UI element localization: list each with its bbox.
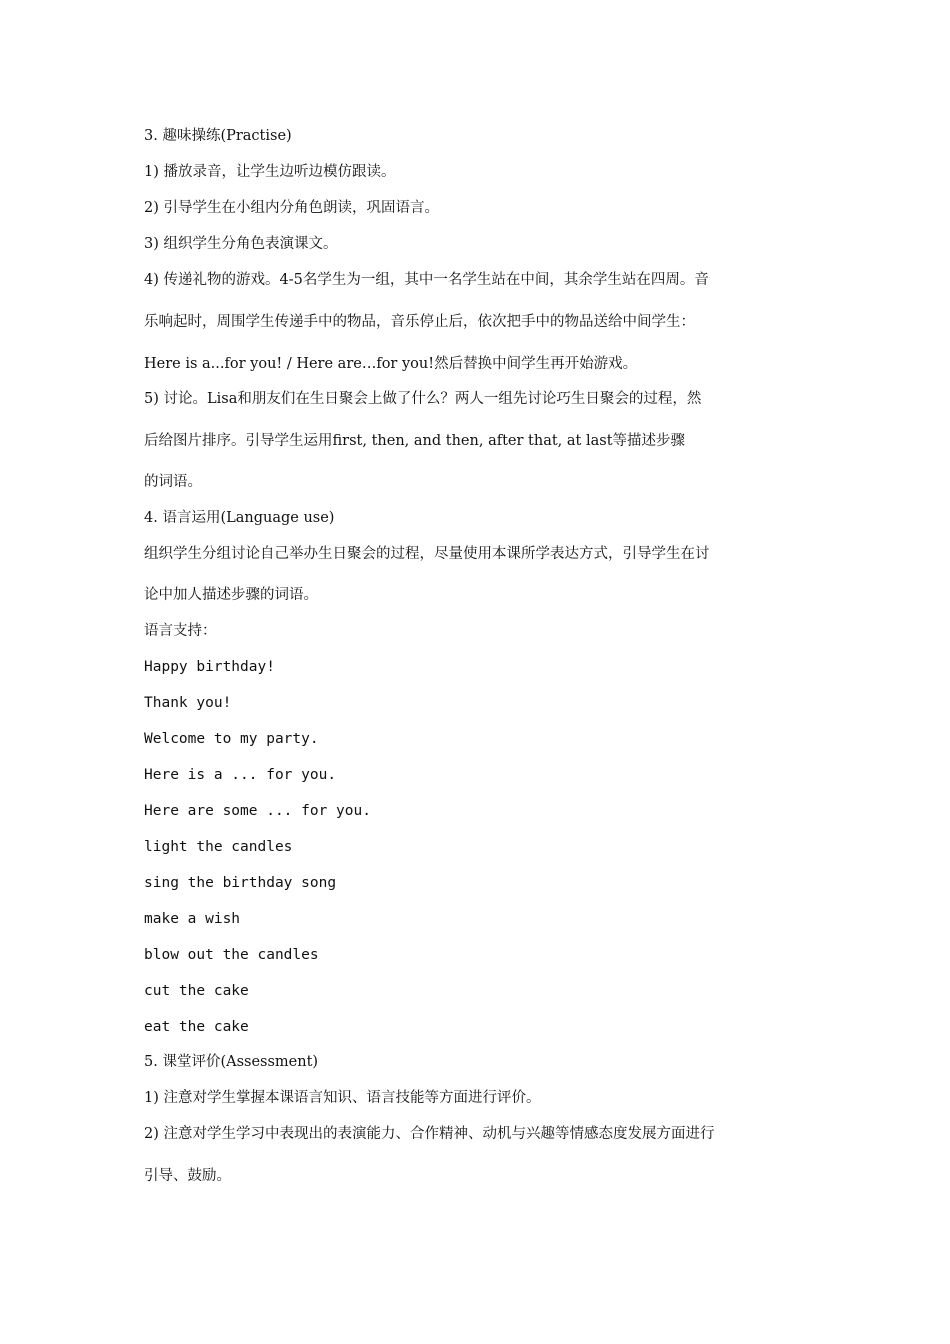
- section-4-paragraph-line-1: 组织学生分组讨论自己举办生日聚会的过程，尽量使用本课所学表达方式，引导学生在讨: [144, 546, 710, 562]
- section-3-item-4-line-2: 乐响起时，周围学生传递手中的物品，音乐停止后，依次把手中的物品送给中间学生：: [144, 314, 695, 330]
- phrase-item: eat the cake: [144, 1019, 249, 1035]
- phrase-item: Here are some ... for you.: [144, 803, 371, 819]
- phrase-item: Thank you!: [144, 695, 232, 711]
- section-4-heading: 4. 语言运用(Language use): [144, 510, 335, 526]
- section-5-item-1: 1) 注意对学生掌握本课语言知识、语言技能等方面进行评价。: [144, 1090, 541, 1106]
- phrase-item: sing the birthday song: [144, 875, 337, 891]
- language-support-label: 语言支持：: [144, 623, 217, 639]
- section-3-item-5-line-1: 5) 讨论。Lisa和朋友们在生日聚会上做了什么？两人一组先讨论巧生日聚会的过程，然: [144, 391, 702, 407]
- section-3-item-3: 3) 组织学生分角色表演课文。: [144, 236, 338, 252]
- phrase-item: cut the cake: [144, 983, 249, 999]
- section-5-heading: 5. 课堂评价(Assessment): [144, 1054, 319, 1070]
- phrase-item: Welcome to my party.: [144, 731, 319, 747]
- section-3-item-1: 1) 播放录音，让学生边听边模仿跟读。: [144, 164, 396, 180]
- phrase-item: Happy birthday!: [144, 659, 275, 675]
- section-4-paragraph-line-2: 论中加人描述步骤的词语。: [144, 587, 318, 603]
- section-3-item-2: 2) 引导学生在小组内分角色朗读，巩固语言。: [144, 200, 439, 216]
- section-3-heading: 3. 趣味操练(Practise): [144, 128, 292, 144]
- section-3-item-4-line-3: Here is a...for you! / Here are…for you!然后替换中间学生再开始游戏。: [144, 356, 638, 372]
- phrase-item: make a wish: [144, 911, 241, 927]
- phrase-item: blow out the candles: [144, 947, 319, 963]
- phrase-item: light the candles: [144, 839, 293, 855]
- section-5-item-2-line-2: 引导、鼓励。: [144, 1168, 231, 1184]
- section-5-item-2-line-1: 2) 注意对学生学习中表现出的表演能力、合作精神、动机与兴趣等情感态度发展方面进行: [144, 1126, 715, 1142]
- section-3-item-4-line-1: 4) 传递礼物的游戏。4-5名学生为一组，其中一名学生站在中间，其余学生站在四周。音: [144, 272, 709, 288]
- phrase-item: Here is a ... for you.: [144, 767, 337, 783]
- section-3-item-5-line-3: 的词语。: [144, 474, 202, 490]
- section-3-item-5-line-2: 后给图片排序。引导学生运用first, then, and then, after that, at last等描述步骤: [144, 433, 686, 449]
